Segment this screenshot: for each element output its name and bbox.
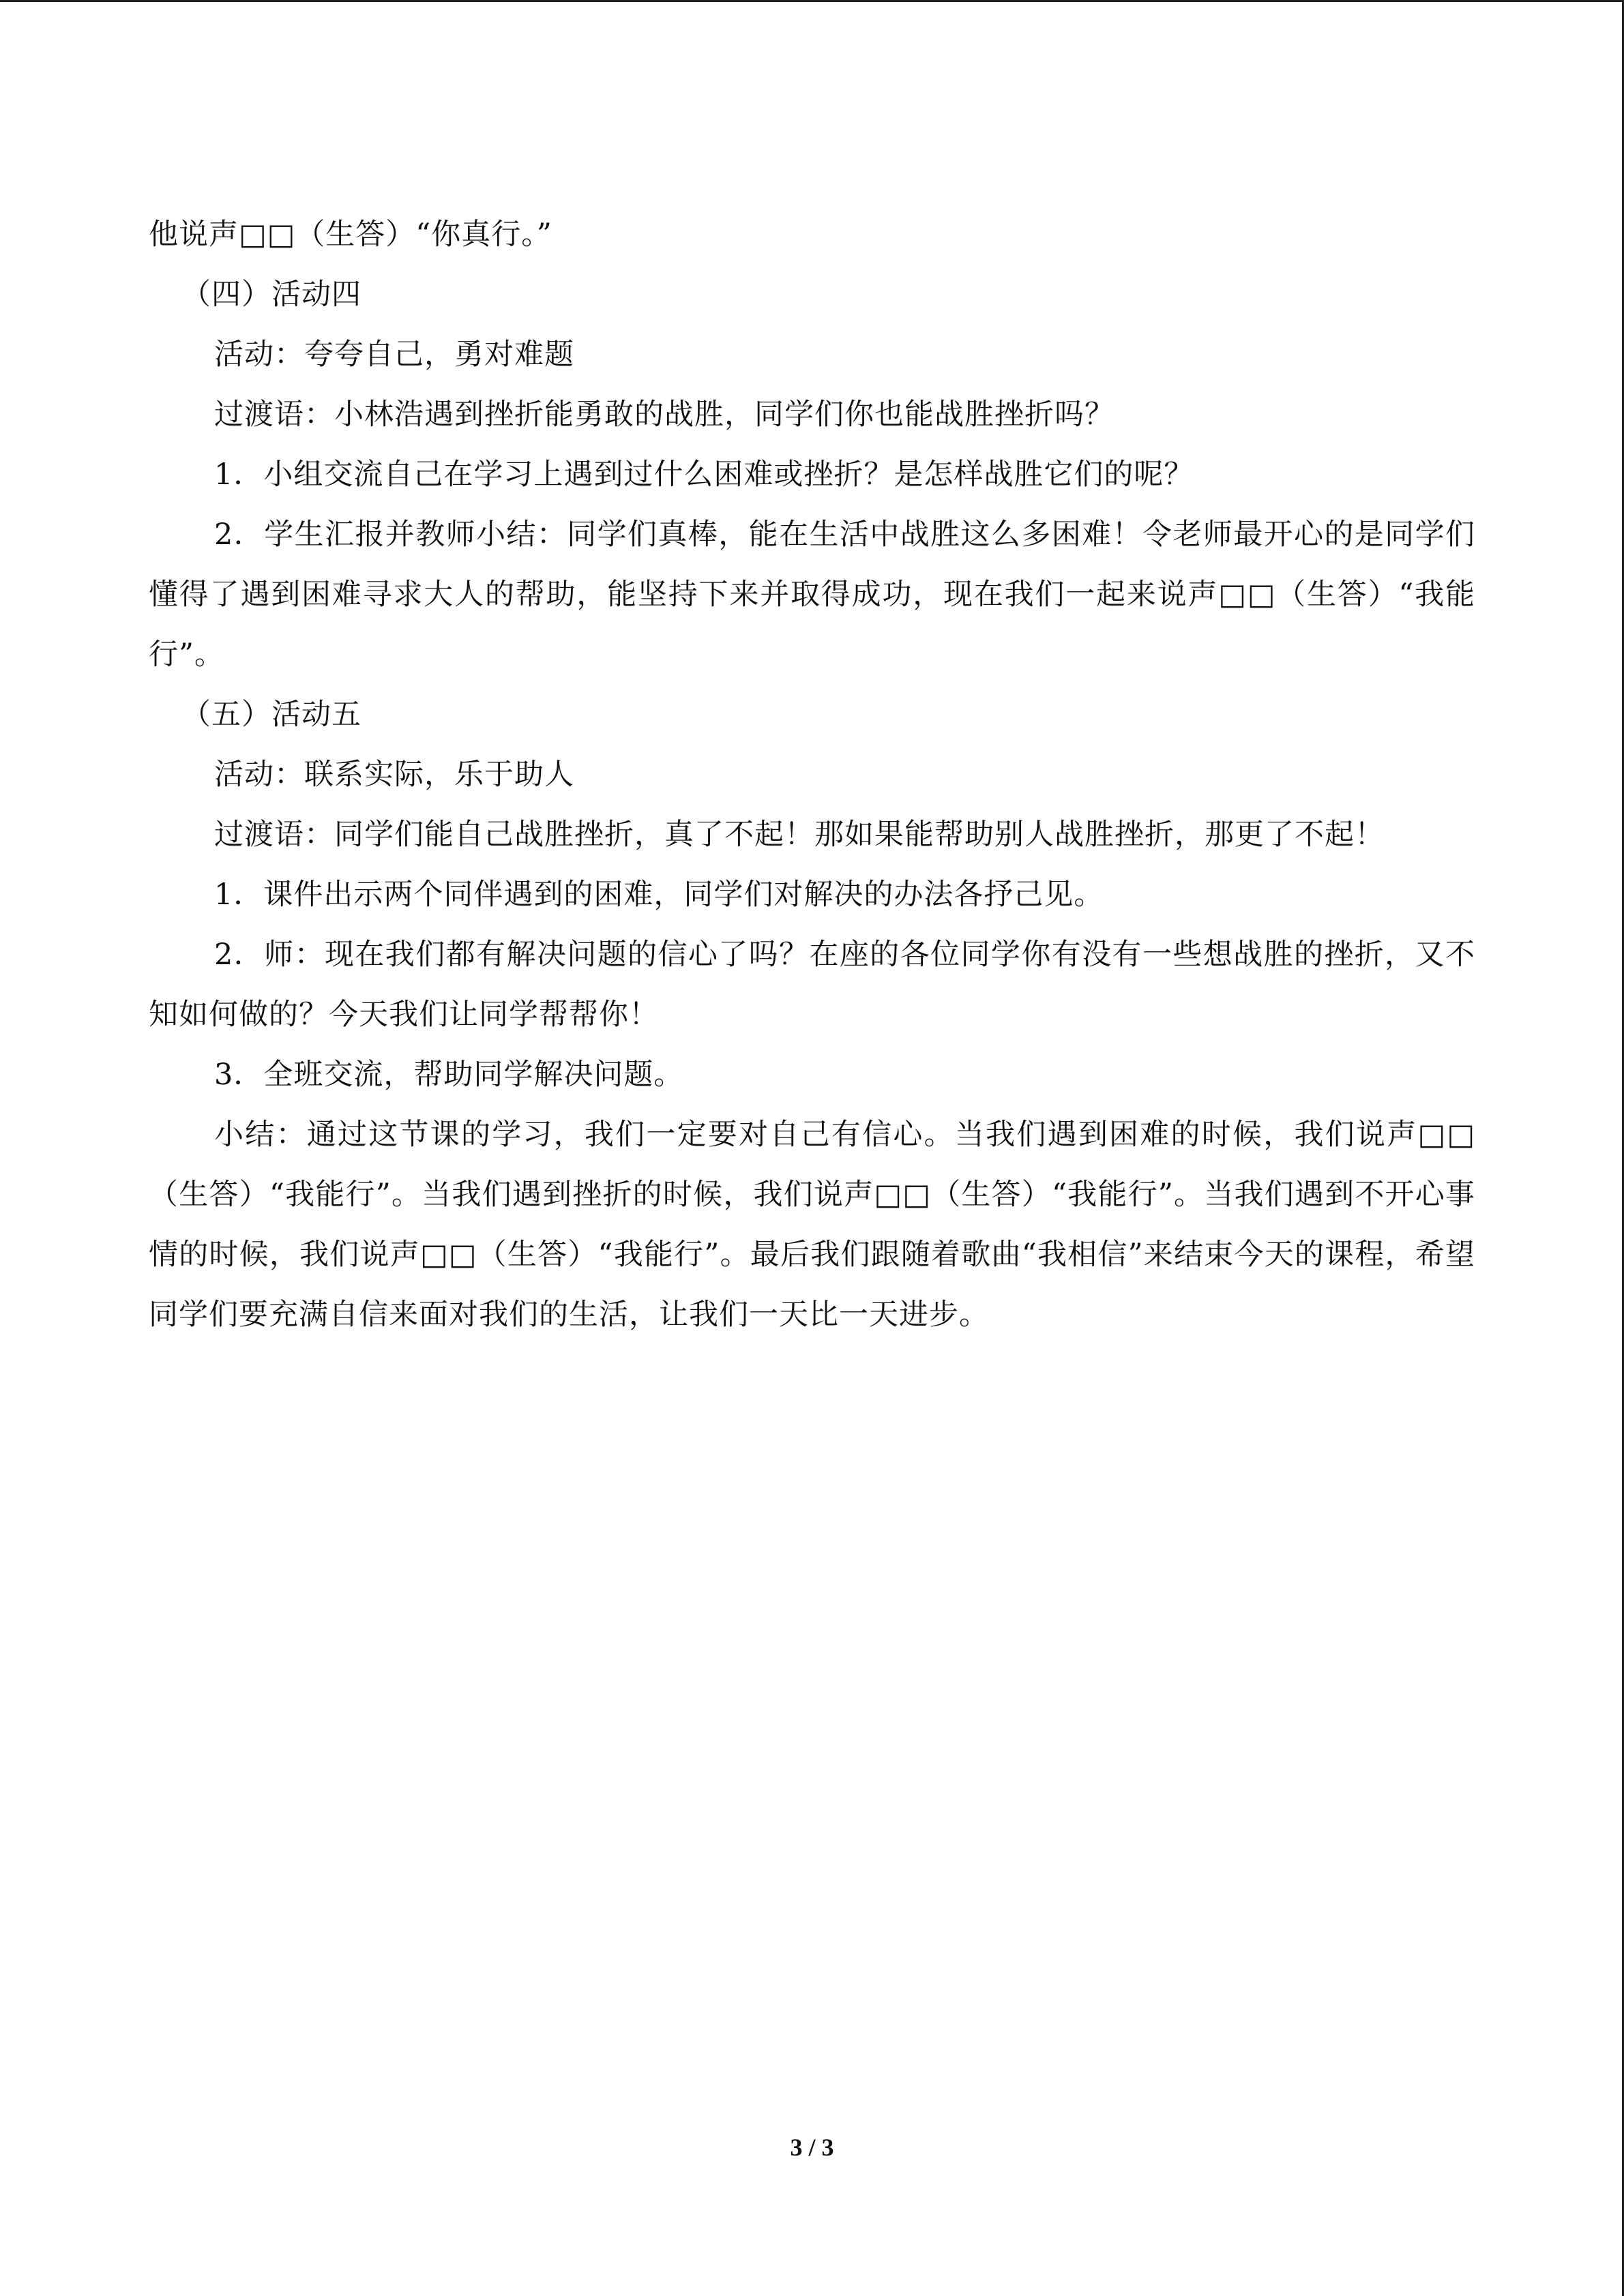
paragraph-continuation: 他说声□□（生答）“你真行。” — [149, 218, 552, 252]
activity-4-title: 活动：夸夸自己，勇对难题 — [214, 338, 574, 372]
activity-5-title: 活动：联系实际，乐于助人 — [214, 758, 574, 792]
activity-4-transition: 过渡语：小林浩遇到挫折能勇敢的战胜，同学们你也能战胜挫折吗？ — [214, 398, 1114, 432]
section-heading-activity-5: （五）活动五 — [181, 698, 361, 732]
section-heading-activity-4: （四）活动四 — [181, 278, 361, 312]
summary-paragraph: 小结：通过这节课的学习，我们一定要对自己有信心。当我们遇到困难的时候，我们说声□□（生答）“我能行”。当我们遇到挫折的时候，我们说声□□（生答）“我能行”。当我们遇到不开心事情的时候，我们说声□□（生答）“我能行”。最后我们跟随着歌曲“我相信”来结束今天的课程，希望同学们要充满自信来面对我们的生活，让我们一天比一天进步。 — [149, 1118, 1475, 1332]
activity-5-step-1: 1．课件出示两个同伴遇到的困难，同学们对解决的办法各抒己见。 — [214, 878, 1104, 912]
activity-4-step-1: 1．小组交流自己在学习上遇到过什么困难或挫折？是怎样战胜它们的呢？ — [214, 458, 1194, 492]
activity-5-step-3: 3．全班交流，帮助同学解决问题。 — [214, 1058, 684, 1092]
page-number: 3 / 3 — [790, 2134, 834, 2161]
activity-4-step-2: 2．学生汇报并教师小结：同学们真棒，能在生活中战胜这么多困难！令老师最开心的是同学们懂得了遇到困难寻求大人的帮助，能坚持下来并取得成功，现在我们一起来说声□□（生答）“我能行”。 — [149, 518, 1475, 672]
page-border-top — [0, 0, 1624, 2]
activity-5-transition: 过渡语：同学们能自己战胜挫折，真了不起！那如果能帮助别人战胜挫折，那更了不起！ — [214, 818, 1385, 852]
document-body — [149, 205, 1475, 1345]
activity-5-step-2: 2．师：现在我们都有解决问题的信心了吗？在座的各位同学你有没有一些想战胜的挫折，又不知如何做的？今天我们让同学帮帮你！ — [149, 938, 1475, 1032]
